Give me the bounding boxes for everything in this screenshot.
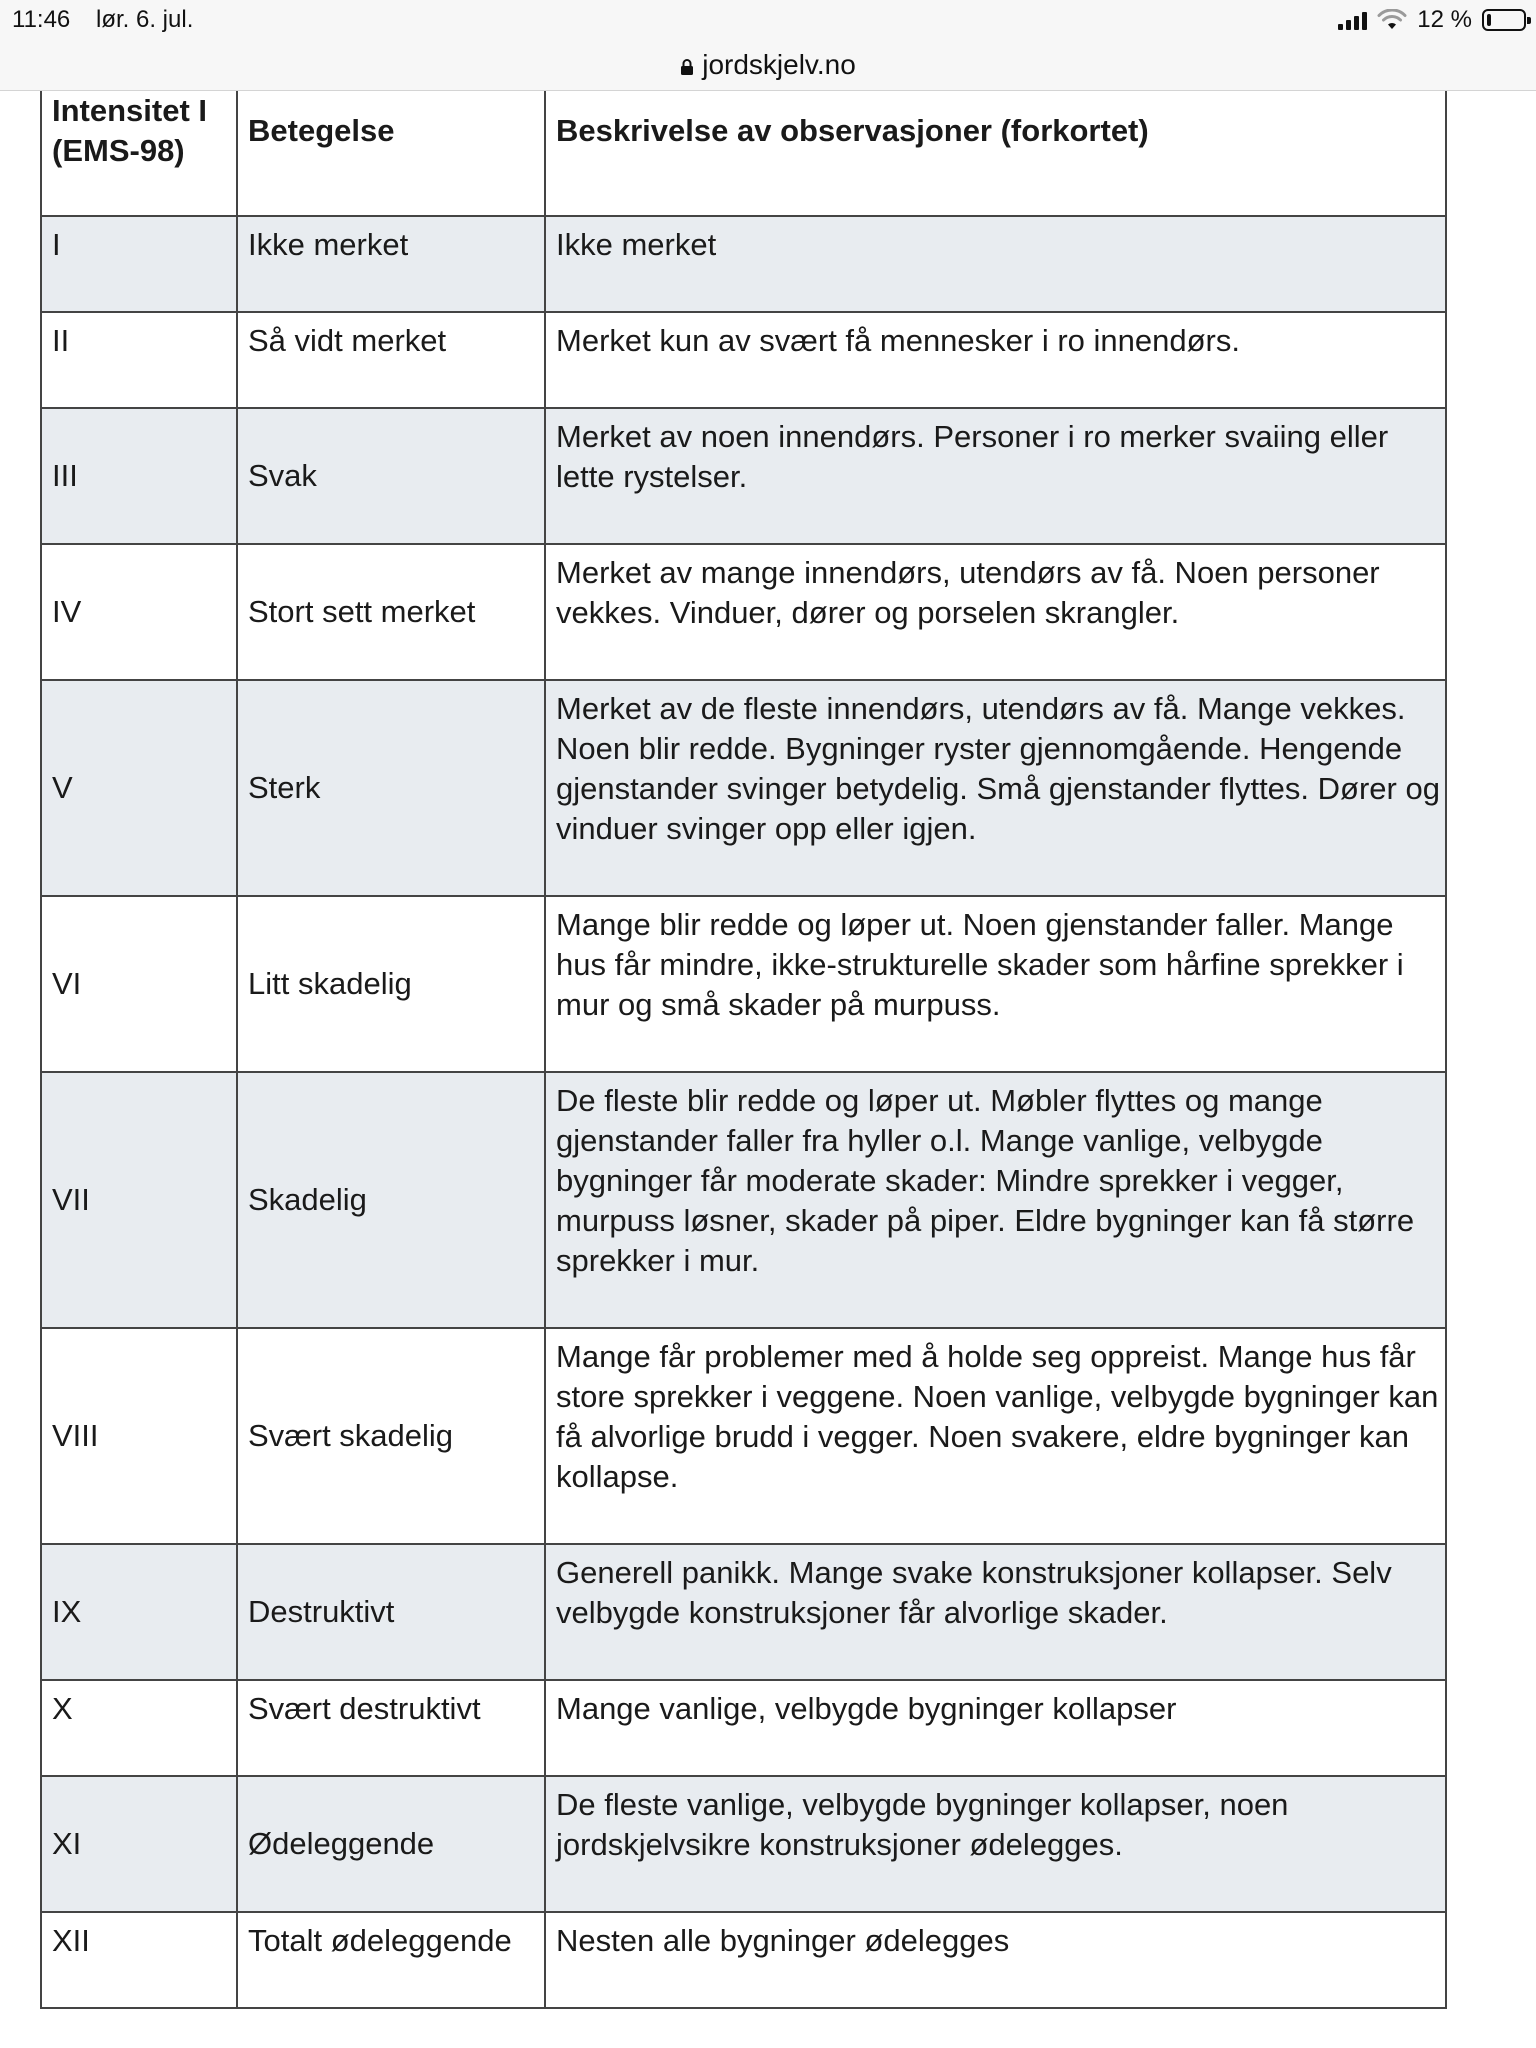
battery-icon — [1482, 9, 1526, 31]
table-header-row — [41, 91, 1446, 216]
battery-percent: 12 % — [1417, 6, 1472, 33]
signal-icon — [1338, 10, 1367, 30]
name-cell: Totalt ødeleggende — [237, 1912, 545, 2008]
description-cell: Ikke merket — [545, 216, 1446, 312]
description-cell: Mange blir redde og løper ut. Noen gjenstander faller. Mange hus får mindre, ikke-strukturelle skader som hårfine sprekker i mur og små skader på murpuss. — [545, 896, 1446, 1072]
description-cell: Merket av de fleste innendørs, utendørs av få. Mange vekkes. Noen blir redde. Bygninger ryster gjennomgående. Hengende gjenstander svinger betydelig. Små gjenstander flyttes. Dører og vinduer svinger opp eller igjen. — [545, 680, 1446, 896]
description-cell: Mange får problemer med å holde seg oppreist. Mange hus får store sprekker i veggene. Noen vanlige, velbygde bygninger kan få alvorlige brudd i vegger. Noen svakere, eldre bygninger kan kollapse. — [545, 1328, 1446, 1544]
table-row — [41, 896, 1446, 1072]
name-cell: Sterk — [237, 680, 545, 896]
intensity-cell: III — [41, 408, 237, 544]
description-cell: Merket av noen innendørs. Personer i ro merker svaiing eller lette rystelser. — [545, 408, 1446, 544]
table-row — [41, 1544, 1446, 1680]
name-cell: Stort sett merket — [237, 544, 545, 680]
intensity-cell: VI — [41, 896, 237, 1072]
intensity-cell: VII — [41, 1072, 237, 1328]
intensity-cell: VIII — [41, 1328, 237, 1544]
header-description: Beskrivelse av observasjoner (forkortet) — [545, 91, 1446, 216]
table-row — [41, 312, 1446, 408]
name-cell: Så vidt merket — [237, 312, 545, 408]
description-cell: De fleste blir redde og løper ut. Møbler flyttes og mange gjenstander faller fra hyller o.l. Mange vanlige, velbygde bygninger får moderate skader: Mindre sprekker i vegger, murpuss løsner, skader på piper. Eldre bygninger kan få større sprekker i mur. — [545, 1072, 1446, 1328]
table-row — [41, 544, 1446, 680]
url-domain: jordskjelv.no — [702, 49, 856, 80]
address-bar[interactable] — [0, 40, 1536, 91]
table-row — [41, 1776, 1446, 1912]
intensity-cell: XII — [41, 1912, 237, 2008]
table-row — [41, 1072, 1446, 1328]
table-row — [41, 216, 1446, 312]
intensity-cell: IX — [41, 1544, 237, 1680]
name-cell: Skadelig — [237, 1072, 545, 1328]
battery-fill — [1487, 14, 1491, 26]
description-cell: Mange vanlige, velbygde bygninger kollapser — [545, 1680, 1446, 1776]
intensity-cell: XI — [41, 1776, 237, 1912]
description-cell: Merket kun av svært få mennesker i ro innendørs. — [545, 312, 1446, 408]
intensity-cell: V — [41, 680, 237, 896]
header-intensity: Intensitet I (EMS-98) — [41, 91, 237, 216]
description-cell: Nesten alle bygninger ødelegges — [545, 1912, 1446, 2008]
status-time: 11:46 — [12, 6, 71, 33]
description-cell: De fleste vanlige, velbygde bygninger kollapser, noen jordskjelvsikre konstruksjoner ødelegges. — [545, 1776, 1446, 1912]
name-cell: Destruktivt — [237, 1544, 545, 1680]
table-row — [41, 1680, 1446, 1776]
table-row — [41, 1328, 1446, 1544]
status-date: lør. 6. jul. — [96, 6, 194, 33]
description-cell: Merket av mange innendørs, utendørs av få. Noen personer vekkes. Vinduer, dører og porselen skrangler. — [545, 544, 1446, 680]
intensity-cell: I — [41, 216, 237, 312]
table-row — [41, 408, 1446, 544]
table-body — [41, 216, 1446, 2008]
name-cell: Svært destruktivt — [237, 1680, 545, 1776]
header-name: Betegelse — [237, 91, 545, 216]
intensity-cell: IV — [41, 544, 237, 680]
name-cell: Svak — [237, 408, 545, 544]
page-content — [40, 91, 1445, 2009]
name-cell: Svært skadelig — [237, 1328, 545, 1544]
wifi-icon — [1377, 9, 1407, 31]
name-cell: Ikke merket — [237, 216, 545, 312]
table-row — [41, 680, 1446, 896]
name-cell: Ødeleggende — [237, 1776, 545, 1912]
table-row — [41, 1912, 1446, 2008]
description-cell: Generell panikk. Mange svake konstruksjoner kollapser. Selv velbygde konstruksjoner får alvorlige skader. — [545, 1544, 1446, 1680]
intensity-cell: X — [41, 1680, 237, 1776]
lock-icon — [680, 59, 694, 75]
name-cell: Litt skadelig — [237, 896, 545, 1072]
intensity-cell: II — [41, 312, 237, 408]
ems-intensity-table — [40, 91, 1447, 2009]
status-bar — [0, 0, 1536, 40]
status-indicators — [1338, 6, 1526, 34]
